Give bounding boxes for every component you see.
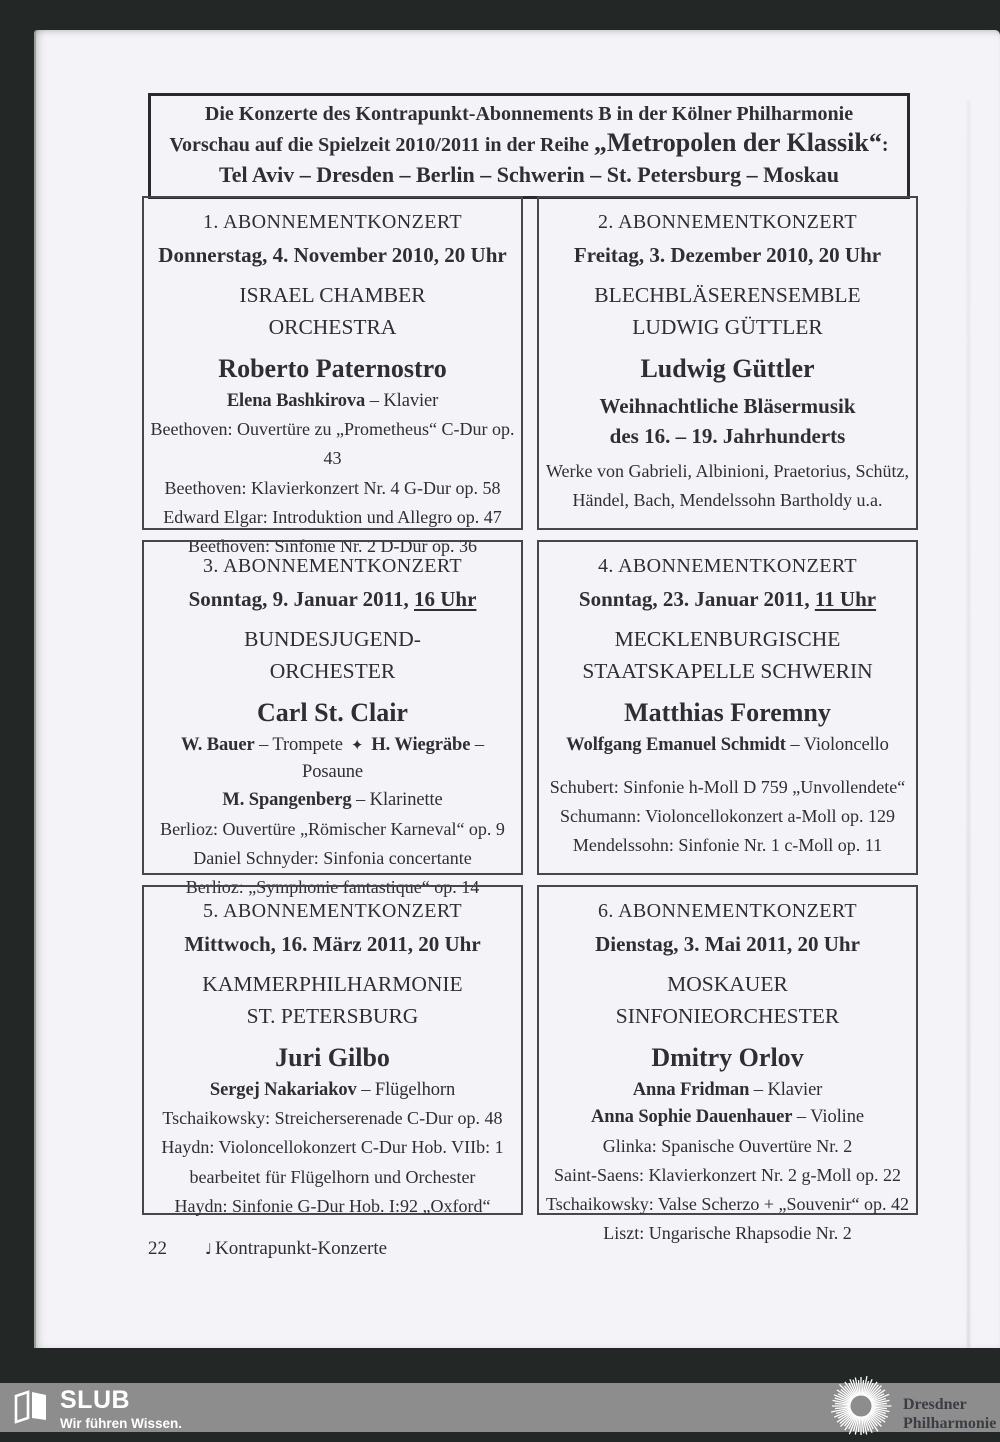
concert-box-5 (142, 885, 523, 1215)
slub-book-icon (13, 1388, 49, 1431)
concert-box-3 (142, 540, 523, 898)
concert-title: 4. ABONNEMENTKONZERT (597, 555, 857, 577)
programme-line: Beethoven: Ouvertüre zu „Prometheus“ C-Dur op. 43 (150, 419, 515, 469)
programme-line: Daniel Schnyder: Sinfonia concertante (193, 847, 472, 868)
concert-subtitle (599, 391, 855, 452)
ensemble-line: BLECHBLÄSERENSEMBLE (594, 283, 861, 307)
ensemble-line: BUNDESJUGEND- (244, 627, 421, 651)
programme-line: Saint-Saens: Klavierkonzert Nr. 2 g-Moll op. 22 (554, 1165, 901, 1186)
ensemble-line: ST. PETERSBURG (246, 1004, 419, 1029)
scanned-page (36, 30, 1000, 1348)
programme-line: Händel, Bach, Mendelssohn Bartholdy u.a. (572, 489, 883, 510)
concert-box-4 (537, 540, 918, 875)
concert-ensemble (202, 968, 462, 1033)
concert-title: 5. ABONNEMENTKONZERT (202, 900, 462, 922)
concert-programme (550, 773, 905, 860)
programme-line: Tschaikowsky: Valse Scherzo + „Souvenir“ op. 42 (546, 1194, 909, 1215)
programme-line: Schubert: Sinfonie h-Moll D 759 „Unvollendete“ (549, 776, 906, 797)
concert-date: Freitag, 3. Dezember 2010, 20 Uhr (573, 243, 882, 267)
concert-performers (210, 1077, 455, 1105)
concert-performers (591, 1077, 864, 1133)
header-line-3: Tel Aviv – Dresden – Berlin – Schwerin – St. Petersburg – Moskau (219, 161, 839, 187)
viewer-footer-bar (0, 1383, 1000, 1432)
performer-line: Wolfgang Emanuel Schmidt – Violoncello (566, 734, 889, 755)
programme-line: Berlioz: „Symphonie fantastique“ op. 14 (185, 877, 480, 898)
programme-line: Mendelssohn: Sinfonie Nr. 1 c-Moll op. 11 (572, 834, 883, 855)
performer-line: Sergej Nakariakov – Flügelhorn (209, 1079, 456, 1100)
partner-name-line-2: Philharmonie (903, 1414, 997, 1432)
concert-date: Sonntag, 9. Januar 2011, 16 Uhr (188, 587, 477, 611)
concert-ensemble (244, 623, 421, 688)
page-number: 22 (148, 1238, 167, 1259)
slub-name: SLUB (60, 1386, 131, 1414)
programme-line: Schumann: Violoncellokonzert a-Moll op. 129 (559, 805, 896, 826)
ensemble-line: MECKLENBURGISCHE (614, 627, 841, 651)
programme-line: Berlioz: Ouvertüre „Römischer Karneval“ op. 9 (160, 818, 505, 839)
concert-performers (149, 732, 516, 815)
ensemble-line: KAMMERPHILHARMONIE (202, 972, 463, 996)
concert-title: 1. ABONNEMENTKONZERT (202, 211, 462, 233)
concert-title: 2. ABONNEMENTKONZERT (597, 211, 857, 233)
subtitle-line: Weihnachtliche Bläsermusik (599, 393, 856, 418)
programme-line: Tschaikowsky: Streicherserenade C-Dur op. 48 (162, 1108, 503, 1129)
subtitle-line: des 16. – 19. Jahrhunderts (609, 423, 846, 448)
slub-logo[interactable] (13, 1388, 182, 1431)
concert-date: Dienstag, 3. Mai 2011, 20 Uhr (595, 932, 860, 956)
concert-conductor: Dmitry Orlov (651, 1042, 804, 1072)
header-series-title: „Metropolen der Klassik“ (593, 128, 882, 157)
concert-ensemble (582, 623, 872, 688)
concert-conductor: Roberto Paternostro (218, 353, 447, 383)
program-header-box (148, 93, 910, 199)
concert-conductor: Matthias Foremny (624, 697, 831, 727)
concert-date: Mittwoch, 16. März 2011, 20 Uhr (184, 932, 481, 956)
ensemble-line: MOSKAUER (667, 972, 788, 996)
concert-programme (546, 1132, 909, 1249)
programme-line: Beethoven: Klavierkonzert Nr. 4 G-Dur op. 58 (164, 477, 501, 498)
concert-programme (161, 1104, 503, 1221)
ensemble-line: LUDWIG GÜTTLER (632, 315, 823, 340)
concert-conductor: Carl St. Clair (257, 697, 408, 727)
programme-line: Glinka: Spanische Ouvertüre Nr. 2 (602, 1136, 853, 1156)
partner-name-line-1: Dresdner (903, 1395, 967, 1413)
performer-line: Anna Fridman – Klavier (632, 1079, 823, 1100)
performer-line: Anna Sophie Dauenhauer – Violine (591, 1107, 864, 1128)
programme-line: Edward Elgar: Introduktion und Allegro op. 47 (163, 506, 502, 527)
concert-date: Donnerstag, 4. November 2010, 20 Uhr (158, 243, 507, 267)
music-note-icon: ♩ (205, 1240, 213, 1258)
concert-box-2 (537, 196, 918, 530)
concert-conductor: Juri Gilbo (275, 1042, 390, 1072)
concert-programme (546, 457, 909, 515)
ensemble-line: SINFONIEORCHESTER (615, 1004, 840, 1029)
programme-line: Liszt: Ungarische Rhapsodie Nr. 2 (603, 1223, 852, 1244)
programme-line: bearbeitet für Flügelhorn und Orchester (189, 1166, 476, 1187)
concert-box-6 (537, 885, 918, 1244)
concert-box-1 (142, 196, 523, 556)
concert-title: 3. ABONNEMENTKONZERT (202, 555, 462, 577)
concert-ensemble (239, 279, 425, 344)
concert-conductor: Ludwig Güttler (640, 353, 815, 383)
slub-tagline: Wir führen Wissen. (60, 1416, 183, 1431)
ensemble-line: STAATSKAPELLE SCHWERIN (582, 659, 873, 684)
concert-performers (566, 732, 889, 760)
ensemble-line: ISRAEL CHAMBER (239, 283, 426, 307)
programme-line: Haydn: Sinfonie G-Dur Hob. I:92 „Oxford“ (174, 1195, 491, 1216)
page-footer (148, 1238, 387, 1260)
programme-line: Beethoven: Sinfonie Nr. 2 D-Dur op. 36 (188, 535, 477, 556)
ensemble-line: ORCHESTRA (268, 315, 397, 340)
concert-ensemble (616, 968, 839, 1033)
page-crease (967, 100, 970, 1348)
concert-date: Sonntag, 23. Januar 2011, 11 Uhr (578, 587, 877, 611)
programme-line: Werke von Gabrieli, Albinioni, Praetorius, Schütz, (546, 460, 909, 481)
concert-ensemble (594, 279, 860, 344)
performer-line: W. Bauer – Trompete ✦ H. Wiegräbe – Posaune (181, 734, 484, 783)
concert-performers (227, 388, 438, 416)
concert-title: 6. ABONNEMENTKONZERT (597, 900, 857, 922)
header-line-1: Die Konzerte des Kontrapunkt-Abonnements B in der Kölner Philharmonie (204, 103, 854, 125)
concerts-grid (142, 196, 918, 1244)
ensemble-line: ORCHESTER (269, 659, 396, 684)
performer-line: Elena Bashkirova – Klavier (226, 390, 439, 411)
programme-line: Haydn: Violoncellokonzert C-Dur Hob. VIIb: 1 (161, 1137, 504, 1158)
performer-line: M. Spangenberg – Klarinette (222, 790, 443, 810)
header-line-2: Vorschau auf die Spielzeit 2010/2011 in der Reihe „Metropolen der Klassik“: (169, 128, 889, 157)
page-footer-label: Kontrapunkt-Konzerte (215, 1238, 388, 1259)
